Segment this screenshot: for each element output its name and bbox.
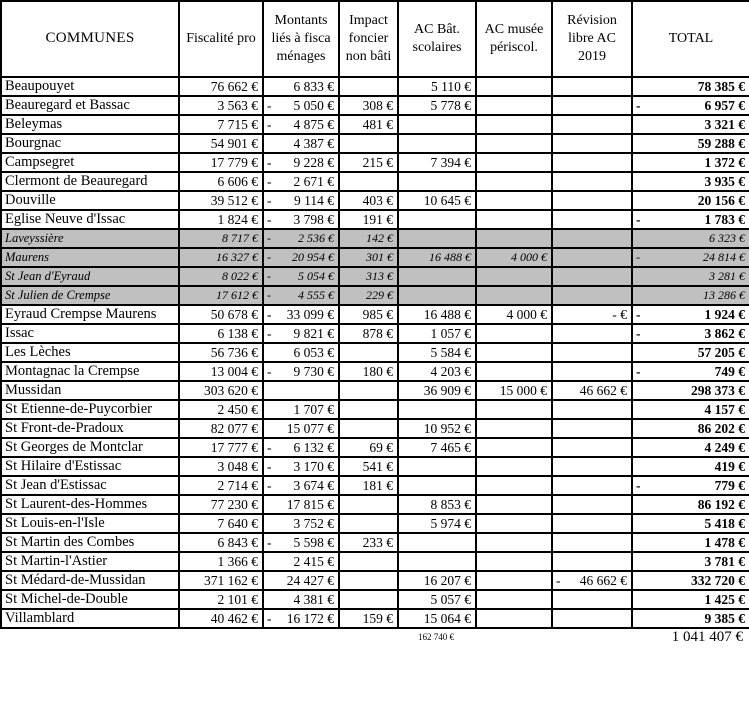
cell-commune-name: Bourgnac (1, 134, 179, 153)
cell-ac_musee_periscol: 4 000 € (476, 248, 552, 267)
cell-impact_foncier_non_bati: 313 € (339, 267, 398, 286)
cell-impact_foncier_non_bati (339, 495, 398, 514)
cell-total: 3 321 € (632, 115, 749, 134)
cell-fiscalite_pro: 6 843 € (179, 533, 263, 552)
cell-ac_musee_periscol (476, 419, 552, 438)
table-row (1, 267, 749, 286)
cell-impact_foncier_non_bati: 878 € (339, 324, 398, 343)
cell-montants_fisca_menages: - 5 598 € (263, 533, 339, 552)
cell-revision_libre_ac_2019: - € (552, 305, 632, 324)
cell-ac_musee_periscol (476, 438, 552, 457)
cell-ac_bat_scolaires (398, 115, 476, 134)
footer-sums (0, 629, 749, 648)
cell-ac_bat_scolaires: 5 778 € (398, 96, 476, 115)
cell-total: 332 720 € (632, 571, 749, 590)
table-row (1, 286, 749, 305)
cell-fiscalite_pro: 3 048 € (179, 457, 263, 476)
cell-total: 9 385 € (632, 609, 749, 628)
table-row (1, 457, 749, 476)
cell-commune-name: St Médard-de-Mussidan (1, 571, 179, 590)
cell-fiscalite_pro: 13 004 € (179, 362, 263, 381)
cell-ac_musee_periscol (476, 191, 552, 210)
cell-impact_foncier_non_bati: 159 € (339, 609, 398, 628)
cell-montants_fisca_menages: 6 053 € (263, 343, 339, 362)
cell-ac_musee_periscol (476, 343, 552, 362)
cell-fiscalite_pro: 54 901 € (179, 134, 263, 153)
cell-ac_musee_periscol (476, 362, 552, 381)
cell-montants_fisca_menages: - 2 536 € (263, 229, 339, 248)
cell-total: 1 425 € (632, 590, 749, 609)
cell-montants_fisca_menages: 15 077 € (263, 419, 339, 438)
cell-commune-name: Laveyssière (1, 229, 179, 248)
cell-ac_bat_scolaires (398, 476, 476, 495)
cell-impact_foncier_non_bati: 181 € (339, 476, 398, 495)
cell-ac_musee_periscol (476, 552, 552, 571)
cell-ac_bat_scolaires: 5 974 € (398, 514, 476, 533)
cell-fiscalite_pro: 7 640 € (179, 514, 263, 533)
cell-revision_libre_ac_2019 (552, 362, 632, 381)
cell-ac_bat_scolaires: 16 207 € (398, 571, 476, 590)
cell-ac_bat_scolaires: 5 057 € (398, 590, 476, 609)
cell-fiscalite_pro: 39 512 € (179, 191, 263, 210)
cell-impact_foncier_non_bati (339, 134, 398, 153)
cell-revision_libre_ac_2019 (552, 210, 632, 229)
cell-total: 5 418 € (632, 514, 749, 533)
cell-ac_musee_periscol (476, 514, 552, 533)
cell-montants_fisca_menages: - 4 555 € (263, 286, 339, 305)
cell-fiscalite_pro: 50 678 € (179, 305, 263, 324)
cell-montants_fisca_menages: 3 752 € (263, 514, 339, 533)
table-row (1, 533, 749, 552)
cell-commune-name: Beauregard et Bassac (1, 96, 179, 115)
cell-ac_musee_periscol (476, 77, 552, 96)
col-header-montants-fisca-menages: Montants liés à fisca ménages (263, 1, 339, 77)
cell-revision_libre_ac_2019 (552, 400, 632, 419)
cell-ac_musee_periscol (476, 571, 552, 590)
cell-ac_bat_scolaires: 8 853 € (398, 495, 476, 514)
cell-montants_fisca_menages: - 9 730 € (263, 362, 339, 381)
cell-total: 3 935 € (632, 172, 749, 191)
cell-total: 86 202 € (632, 419, 749, 438)
cell-total: - 3 862 € (632, 324, 749, 343)
cell-revision_libre_ac_2019 (552, 495, 632, 514)
cell-ac_bat_scolaires: 15 064 € (398, 609, 476, 628)
cell-montants_fisca_menages: - 5 050 € (263, 96, 339, 115)
cell-total: 1 372 € (632, 153, 749, 172)
cell-ac_bat_scolaires (398, 533, 476, 552)
cell-total: 78 385 € (632, 77, 749, 96)
cell-total: 57 205 € (632, 343, 749, 362)
table-row (1, 571, 749, 590)
cell-commune-name: St Georges de Montclar (1, 438, 179, 457)
table-row (1, 248, 749, 267)
cell-revision_libre_ac_2019 (552, 115, 632, 134)
cell-commune-name: Douville (1, 191, 179, 210)
cell-commune-name: Campsegret (1, 153, 179, 172)
cell-total: 298 373 € (632, 381, 749, 400)
cell-revision_libre_ac_2019 (552, 343, 632, 362)
cell-impact_foncier_non_bati: 233 € (339, 533, 398, 552)
cell-total: 20 156 € (632, 191, 749, 210)
cell-ac_musee_periscol (476, 286, 552, 305)
cell-total: 4 249 € (632, 438, 749, 457)
cell-revision_libre_ac_2019 (552, 172, 632, 191)
col-header-impact-foncier-non-bati: Impact foncier non bâti (339, 1, 398, 77)
table-row (1, 134, 749, 153)
cell-fiscalite_pro: 1 366 € (179, 552, 263, 571)
ac-bat-scolaires-sum: 162 740 € (418, 632, 454, 642)
cell-fiscalite_pro: 2 714 € (179, 476, 263, 495)
cell-commune-name: St Jean d'Eyraud (1, 267, 179, 286)
table-row (1, 609, 749, 628)
cell-total: 3 281 € (632, 267, 749, 286)
cell-montants_fisca_menages: 24 427 € (263, 571, 339, 590)
cell-ac_bat_scolaires: 36 909 € (398, 381, 476, 400)
col-header-communes: COMMUNES (1, 1, 179, 77)
cell-fiscalite_pro: 17 779 € (179, 153, 263, 172)
cell-impact_foncier_non_bati: 985 € (339, 305, 398, 324)
cell-ac_musee_periscol (476, 590, 552, 609)
cell-montants_fisca_menages: 4 387 € (263, 134, 339, 153)
table-row (1, 153, 749, 172)
cell-montants_fisca_menages: - 6 132 € (263, 438, 339, 457)
cell-ac_musee_periscol (476, 533, 552, 552)
cell-revision_libre_ac_2019 (552, 438, 632, 457)
cell-impact_foncier_non_bati (339, 552, 398, 571)
cell-revision_libre_ac_2019 (552, 590, 632, 609)
cell-ac_bat_scolaires (398, 552, 476, 571)
table-row (1, 400, 749, 419)
table-row (1, 210, 749, 229)
cell-montants_fisca_menages: - 9 821 € (263, 324, 339, 343)
cell-total: 1 478 € (632, 533, 749, 552)
col-header-fiscalite-pro: Fiscalité pro (179, 1, 263, 77)
cell-ac_bat_scolaires: 16 488 € (398, 248, 476, 267)
cell-ac_bat_scolaires: 5 110 € (398, 77, 476, 96)
cell-fiscalite_pro: 3 563 € (179, 96, 263, 115)
cell-impact_foncier_non_bati: 481 € (339, 115, 398, 134)
cell-total: - 749 € (632, 362, 749, 381)
table-row (1, 381, 749, 400)
cell-fiscalite_pro: 2 101 € (179, 590, 263, 609)
cell-fiscalite_pro: 56 736 € (179, 343, 263, 362)
table-row (1, 476, 749, 495)
cell-fiscalite_pro: 17 612 € (179, 286, 263, 305)
table-row (1, 438, 749, 457)
cell-ac_musee_periscol: 15 000 € (476, 381, 552, 400)
cell-impact_foncier_non_bati: 180 € (339, 362, 398, 381)
cell-commune-name: Les Lèches (1, 343, 179, 362)
cell-ac_bat_scolaires: 10 952 € (398, 419, 476, 438)
table-row (1, 191, 749, 210)
cell-ac_musee_periscol (476, 267, 552, 286)
cell-ac_bat_scolaires: 7 465 € (398, 438, 476, 457)
cell-fiscalite_pro: 82 077 € (179, 419, 263, 438)
cell-montants_fisca_menages: 4 381 € (263, 590, 339, 609)
table-body (1, 77, 749, 628)
cell-commune-name: St Hilaire d'Estissac (1, 457, 179, 476)
cell-montants_fisca_menages: 6 833 € (263, 77, 339, 96)
cell-commune-name: St Julien de Crempse (1, 286, 179, 305)
cell-ac_bat_scolaires: 1 057 € (398, 324, 476, 343)
cell-commune-name: Clermont de Beauregard (1, 172, 179, 191)
cell-fiscalite_pro: 6 138 € (179, 324, 263, 343)
cell-montants_fisca_menages: - 4 875 € (263, 115, 339, 134)
cell-impact_foncier_non_bati (339, 590, 398, 609)
cell-montants_fisca_menages: - 5 054 € (263, 267, 339, 286)
cell-total: 86 192 € (632, 495, 749, 514)
cell-impact_foncier_non_bati: 308 € (339, 96, 398, 115)
cell-revision_libre_ac_2019 (552, 96, 632, 115)
cell-fiscalite_pro: 1 824 € (179, 210, 263, 229)
table-row (1, 590, 749, 609)
cell-revision_libre_ac_2019 (552, 77, 632, 96)
cell-commune-name: Eglise Neuve d'Issac (1, 210, 179, 229)
cell-montants_fisca_menages: - 9 114 € (263, 191, 339, 210)
cell-revision_libre_ac_2019 (552, 476, 632, 495)
cell-total: - 1 783 € (632, 210, 749, 229)
cell-ac_bat_scolaires: 7 394 € (398, 153, 476, 172)
cell-montants_fisca_menages: - 3 170 € (263, 457, 339, 476)
cell-revision_libre_ac_2019 (552, 552, 632, 571)
cell-revision_libre_ac_2019 (552, 324, 632, 343)
cell-commune-name: Montagnac la Crempse (1, 362, 179, 381)
cell-impact_foncier_non_bati (339, 172, 398, 191)
cell-montants_fisca_menages: - 9 228 € (263, 153, 339, 172)
cell-ac_bat_scolaires: 4 203 € (398, 362, 476, 381)
cell-total: - 6 957 € (632, 96, 749, 115)
cell-ac_musee_periscol (476, 115, 552, 134)
cell-ac_musee_periscol (476, 609, 552, 628)
cell-revision_libre_ac_2019: 46 662 € (552, 381, 632, 400)
cell-fiscalite_pro: 76 662 € (179, 77, 263, 96)
cell-commune-name: St Martin des Combes (1, 533, 179, 552)
cell-impact_foncier_non_bati: 191 € (339, 210, 398, 229)
table-row (1, 552, 749, 571)
col-header-ac-bat-scolaires: AC Bât. scolaires (398, 1, 476, 77)
header-row (1, 1, 749, 77)
cell-revision_libre_ac_2019 (552, 229, 632, 248)
table-row (1, 229, 749, 248)
cell-ac_musee_periscol (476, 400, 552, 419)
grand-total: 1 041 407 € (671, 629, 743, 645)
cell-commune-name: St Front-de-Pradoux (1, 419, 179, 438)
cell-revision_libre_ac_2019 (552, 248, 632, 267)
cell-total: 3 781 € (632, 552, 749, 571)
cell-commune-name: Villamblard (1, 609, 179, 628)
table-header (1, 1, 749, 77)
cell-revision_libre_ac_2019 (552, 419, 632, 438)
cell-fiscalite_pro: 8 717 € (179, 229, 263, 248)
cell-impact_foncier_non_bati (339, 343, 398, 362)
cell-total: 4 157 € (632, 400, 749, 419)
col-header-ac-musee-periscol: AC musée périscol. (476, 1, 552, 77)
table-row (1, 514, 749, 533)
cell-ac_musee_periscol (476, 229, 552, 248)
cell-revision_libre_ac_2019 (552, 514, 632, 533)
col-header-revision-libre-ac-2019: Révision libre AC 2019 (552, 1, 632, 77)
cell-montants_fisca_menages: 1 707 € (263, 400, 339, 419)
table-row (1, 96, 749, 115)
cell-commune-name: Beaupouyet (1, 77, 179, 96)
cell-impact_foncier_non_bati: 69 € (339, 438, 398, 457)
cell-ac_bat_scolaires (398, 172, 476, 191)
cell-ac_musee_periscol (476, 153, 552, 172)
cell-impact_foncier_non_bati: 229 € (339, 286, 398, 305)
cell-commune-name: Beleymas (1, 115, 179, 134)
cell-commune-name: St Martin-l'Astier (1, 552, 179, 571)
cell-revision_libre_ac_2019 (552, 134, 632, 153)
cell-fiscalite_pro: 303 620 € (179, 381, 263, 400)
cell-impact_foncier_non_bati (339, 419, 398, 438)
cell-commune-name: Issac (1, 324, 179, 343)
cell-montants_fisca_menages (263, 381, 339, 400)
cell-total: 419 € (632, 457, 749, 476)
cell-montants_fisca_menages: - 2 671 € (263, 172, 339, 191)
cell-montants_fisca_menages: - 3 798 € (263, 210, 339, 229)
cell-montants_fisca_menages: - 16 172 € (263, 609, 339, 628)
cell-fiscalite_pro: 8 022 € (179, 267, 263, 286)
cell-ac_musee_periscol (476, 476, 552, 495)
cell-revision_libre_ac_2019 (552, 191, 632, 210)
cell-impact_foncier_non_bati (339, 400, 398, 419)
cell-ac_musee_periscol: 4 000 € (476, 305, 552, 324)
table-row (1, 77, 749, 96)
cell-fiscalite_pro: 371 162 € (179, 571, 263, 590)
cell-impact_foncier_non_bati: 403 € (339, 191, 398, 210)
table-row (1, 362, 749, 381)
cell-ac_musee_periscol (476, 324, 552, 343)
table-row (1, 343, 749, 362)
cell-fiscalite_pro: 6 606 € (179, 172, 263, 191)
cell-revision_libre_ac_2019 (552, 267, 632, 286)
cell-montants_fisca_menages: 2 415 € (263, 552, 339, 571)
table-row (1, 495, 749, 514)
cell-ac_bat_scolaires: 5 584 € (398, 343, 476, 362)
cell-ac_bat_scolaires (398, 210, 476, 229)
cell-fiscalite_pro: 7 715 € (179, 115, 263, 134)
cell-commune-name: St Louis-en-l'Isle (1, 514, 179, 533)
cell-ac_musee_periscol (476, 134, 552, 153)
cell-fiscalite_pro: 77 230 € (179, 495, 263, 514)
cell-montants_fisca_menages: - 20 954 € (263, 248, 339, 267)
cell-ac_musee_periscol (476, 210, 552, 229)
cell-commune-name: Maurens (1, 248, 179, 267)
cell-fiscalite_pro: 2 450 € (179, 400, 263, 419)
cell-impact_foncier_non_bati: 215 € (339, 153, 398, 172)
cell-montants_fisca_menages: 17 815 € (263, 495, 339, 514)
col-header-total: TOTAL (632, 1, 749, 77)
cell-revision_libre_ac_2019: - 46 662 € (552, 571, 632, 590)
cell-ac_bat_scolaires (398, 400, 476, 419)
cell-ac_bat_scolaires (398, 267, 476, 286)
cell-ac_bat_scolaires (398, 286, 476, 305)
cell-total: 59 288 € (632, 134, 749, 153)
cell-ac_musee_periscol (476, 457, 552, 476)
cell-commune-name: Mussidan (1, 381, 179, 400)
cell-ac_bat_scolaires: 16 488 € (398, 305, 476, 324)
cell-commune-name: St Michel-de-Double (1, 590, 179, 609)
cell-fiscalite_pro: 17 777 € (179, 438, 263, 457)
table-row (1, 324, 749, 343)
cell-revision_libre_ac_2019 (552, 286, 632, 305)
table-row (1, 172, 749, 191)
cell-total: - 24 814 € (632, 248, 749, 267)
cell-impact_foncier_non_bati (339, 571, 398, 590)
cell-montants_fisca_menages: - 33 099 € (263, 305, 339, 324)
table-row (1, 305, 749, 324)
cell-revision_libre_ac_2019 (552, 457, 632, 476)
table-row (1, 115, 749, 134)
cell-ac_musee_periscol (476, 96, 552, 115)
cell-impact_foncier_non_bati: 142 € (339, 229, 398, 248)
cell-impact_foncier_non_bati: 541 € (339, 457, 398, 476)
cell-fiscalite_pro: 40 462 € (179, 609, 263, 628)
cell-commune-name: St Laurent-des-Hommes (1, 495, 179, 514)
cell-commune-name: St Etienne-de-Puycorbier (1, 400, 179, 419)
cell-total: - 1 924 € (632, 305, 749, 324)
cell-ac_musee_periscol (476, 172, 552, 191)
cell-revision_libre_ac_2019 (552, 609, 632, 628)
cell-impact_foncier_non_bati (339, 381, 398, 400)
cell-total: 6 323 € (632, 229, 749, 248)
cell-revision_libre_ac_2019 (552, 533, 632, 552)
cell-total: - 779 € (632, 476, 749, 495)
cell-impact_foncier_non_bati: 301 € (339, 248, 398, 267)
cell-total: 13 286 € (632, 286, 749, 305)
cell-ac_bat_scolaires: 10 645 € (398, 191, 476, 210)
cell-ac_bat_scolaires (398, 134, 476, 153)
cell-impact_foncier_non_bati (339, 77, 398, 96)
cell-impact_foncier_non_bati (339, 514, 398, 533)
cell-commune-name: Eyraud Crempse Maurens (1, 305, 179, 324)
table-row (1, 419, 749, 438)
cell-ac_bat_scolaires (398, 229, 476, 248)
cell-ac_musee_periscol (476, 495, 552, 514)
cell-revision_libre_ac_2019 (552, 153, 632, 172)
cell-commune-name: St Jean d'Estissac (1, 476, 179, 495)
cell-montants_fisca_menages: - 3 674 € (263, 476, 339, 495)
cell-fiscalite_pro: 16 327 € (179, 248, 263, 267)
cell-ac_bat_scolaires (398, 457, 476, 476)
